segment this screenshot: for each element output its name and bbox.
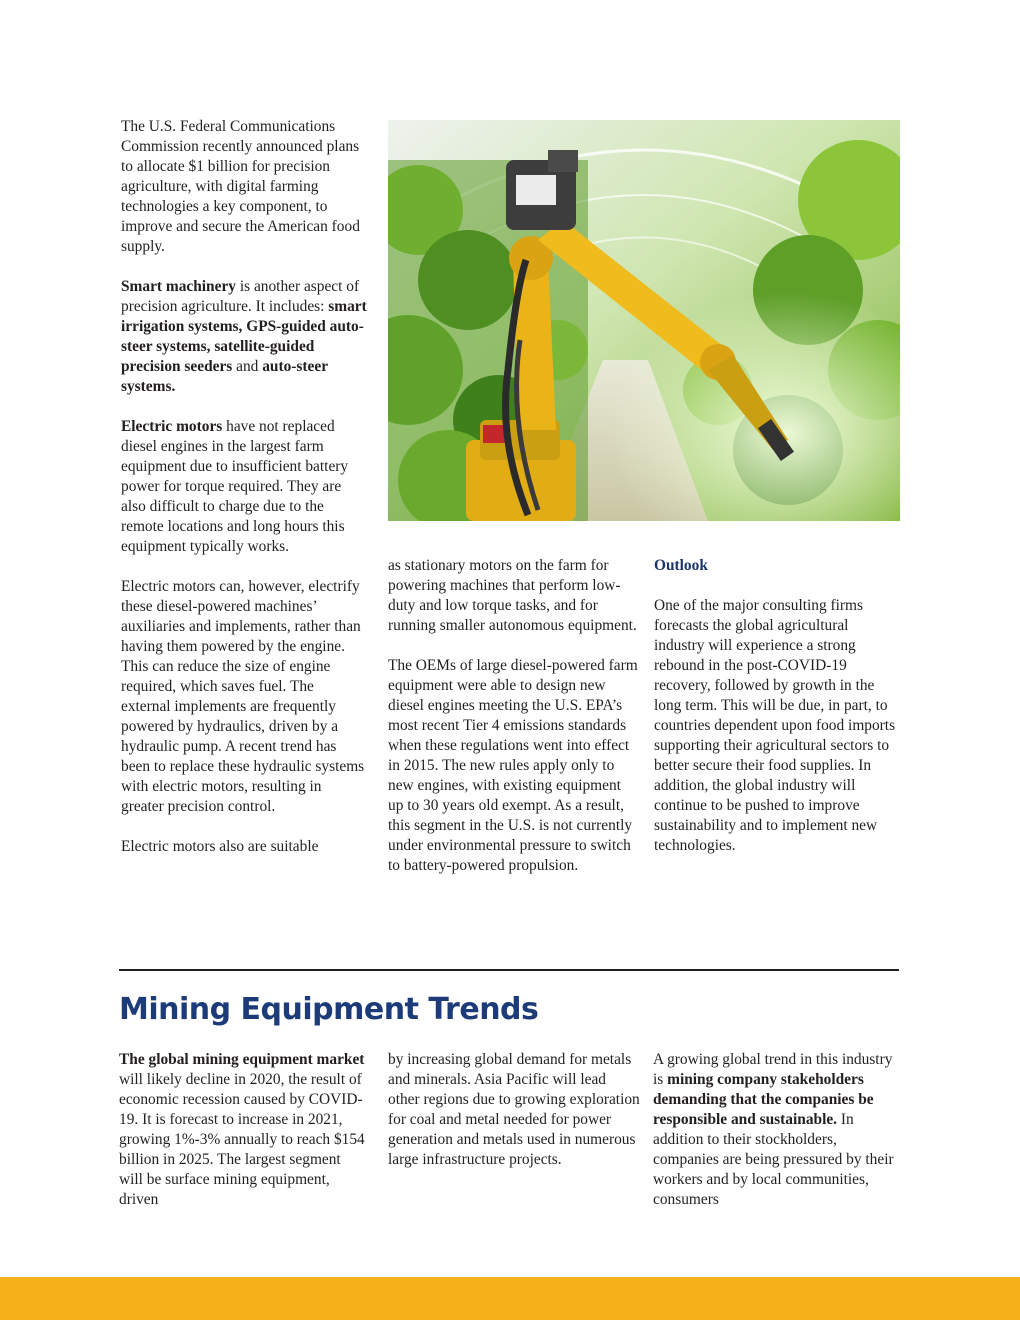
text-run: and [232, 358, 263, 375]
bold-text: smart irrigation systems, GPS-guided auto-steer systems, satellite-guided precision seeders [121, 298, 367, 375]
paragraph-outlook: One of the major consulting firms forecasts the global agricultural industry will experience a strong rebound in the post-COVID-19 recovery, followed by growth in the long term. This will be due, in part, to countries dependent upon food imports supporting their agricultural sectors to better secure their food supplies. In addition, the global industry will continue to be pushed to improve sustainability and to implement new technologies. [654, 597, 896, 854]
paragraph-suitable: Electric motors also are suitable [121, 838, 319, 855]
section-title: Mining Equipment Trends [119, 992, 539, 1027]
bold-text: The global mining equipment market [119, 1051, 365, 1068]
article-column-2 [388, 556, 638, 876]
paragraph-stationary-motors: as stationary motors on the farm for powering machines that perform low-duty and low torque tasks, and for running smaller autonomous equipment. [388, 557, 637, 634]
bold-text: mining company stakeholders demanding that the companies be responsible and sustainable. [653, 1071, 874, 1128]
outlook-heading: Outlook [654, 557, 708, 574]
text-run: is another aspect of precision agriculture. It includes: [121, 278, 360, 315]
robot-arm-greenhouse-image [388, 120, 900, 521]
paragraph-oems: The OEMs of large diesel-powered farm equipment were able to design new diesel engines meeting the U.S. EPA’s most recent Tier 4 emissions standards when these regulations went into effect in 2015. The new rules apply only to new engines, with existing equipment up to 30 years old exempt. As a result, this segment in the U.S. is not currently under environmental pressure to switch to battery-powered propulsion. [388, 657, 638, 874]
paragraph-smart-machinery [121, 277, 367, 397]
footer-accent-bar [0, 1277, 1020, 1320]
section-divider [119, 969, 899, 971]
bold-text: Electric motors [121, 418, 223, 435]
paragraph-mining-trend [653, 1050, 903, 1210]
text-run: have not replaced diesel engines in the largest farm equipment due to insufficient battery power for torque required. They are also difficult to charge due to the remote locations and long hours this equipment typically works. [121, 418, 349, 555]
mining-column-2 [388, 1050, 640, 1170]
article-column-1 [121, 117, 367, 857]
article-column-3 [654, 556, 902, 856]
mining-column-1 [119, 1050, 367, 1210]
paragraph-electrify: Electric motors can, however, electrify these diesel-powered machines’ auxiliaries and implements, rather than having them powered by the engine. This can reduce the size of engine required, which saves fuel. The external implements are frequently powered by hydraulics, driven by a hydraulic pump. A recent trend has been to replace these hydraulic systems with electric motors, resulting in greater precision control. [121, 578, 365, 815]
text-run: will likely decline in 2020, the result of economic recession caused by COVID-19. It is forecast to increase in 2021, growing 1%-3% annually to reach $154 billion in 2025. The largest segment will be surface mining equipment, driven [119, 1071, 365, 1208]
bold-text: Smart machinery [121, 278, 236, 295]
paragraph-electric-motors [121, 417, 367, 557]
bold-text: auto-steer systems. [121, 358, 328, 395]
mining-column-3 [653, 1050, 903, 1210]
paragraph-mining-market [119, 1050, 367, 1210]
text-run: In addition to their stockholders, companies are being pressured by their workers and by local communities, consumers [653, 1111, 894, 1208]
paragraph-mining-demand: by increasing global demand for metals and minerals. Asia Pacific will lead other regions due to growing exploration for coal and metal needed for power generation and metals used in numerous large infrastructure projects. [388, 1051, 640, 1168]
text-run: A growing global trend in this industry is [653, 1051, 893, 1088]
paragraph-fcc: The U.S. Federal Communications Commission recently announced plans to allocate $1 billion for precision agriculture, with digital farming technologies a key component, to improve and secure the American food supply. [121, 118, 360, 255]
